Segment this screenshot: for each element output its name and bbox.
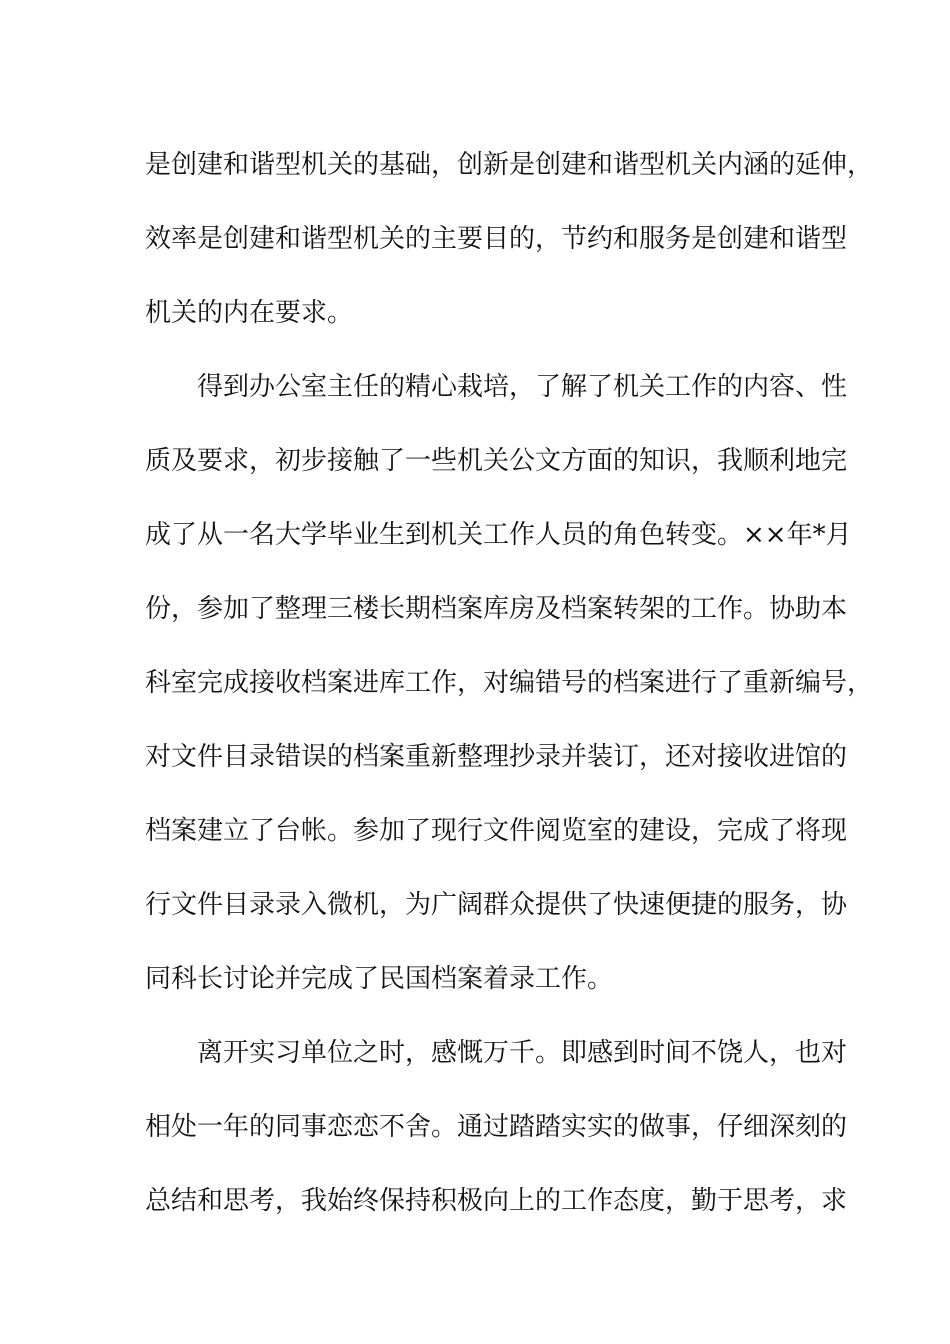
- text-line: 成了从一名大学毕业生到机关工作人员的角色转变。××年*月: [145, 520, 852, 550]
- text-line: 档案建立了台帐。参加了现行文件阅览室的建设，完成了将现: [145, 816, 848, 846]
- text-line: 总结和思考，我始终保持积极向上的工作态度，勤于思考，求: [145, 1186, 848, 1216]
- text-line: 同科长讨论并完成了民国档案着录工作。: [145, 964, 614, 994]
- text-line: 效率是创建和谐型机关的主要目的，节约和服务是创建和谐型: [145, 224, 848, 254]
- paragraph-1: [145, 128, 874, 350]
- text-line-first: 离开实习单位之时，感慨万千。即感到时间不饶人，也对: [197, 1038, 848, 1068]
- text-line: 是创建和谐型机关的基础，创新是创建和谐型机关内涵的延伸，: [145, 150, 874, 180]
- text-line: 机关的内在要求。: [145, 298, 354, 328]
- text-line: 份，参加了整理三楼长期档案库房及档案转架的工作。协助本: [145, 594, 848, 624]
- text-line: 对文件目录错误的档案重新整理抄录并装订，还对接收进馆的: [145, 742, 848, 772]
- paragraph-3: [145, 1016, 848, 1238]
- text-line: 科室完成接收档案进库工作，对编错号的档案进行了重新编号，: [145, 668, 874, 698]
- text-line: 质及要求，初步接触了一些机关公文方面的知识，我顺利地完: [145, 446, 848, 476]
- text-line: 相处一年的同事恋恋不舍。通过踏踏实实的做事，仔细深刻的: [145, 1112, 848, 1142]
- document-body: [145, 128, 874, 1238]
- text-line-first: 得到办公室主任的精心栽培，了解了机关工作的内容、性: [197, 372, 848, 402]
- paragraph-2: [145, 350, 874, 1016]
- text-line: 行文件目录录入微机，为广阔群众提供了快速便捷的服务，协: [145, 890, 848, 920]
